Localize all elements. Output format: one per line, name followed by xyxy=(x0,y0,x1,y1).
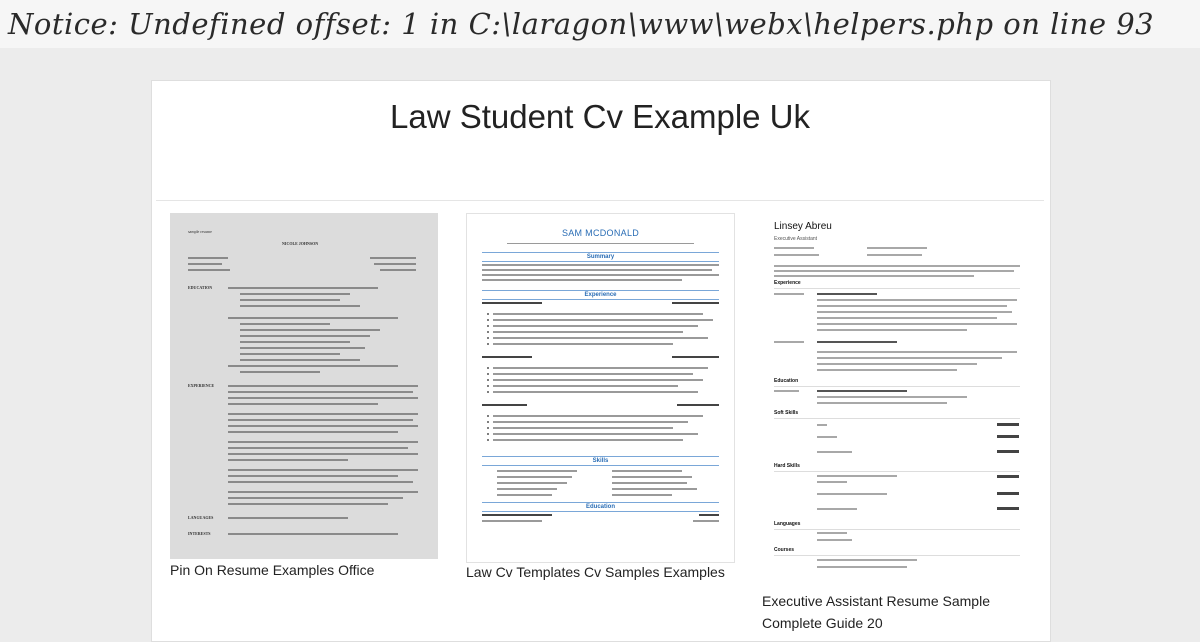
result-image-3[interactable] xyxy=(762,213,1030,583)
doc-section: Soft Skills xyxy=(774,410,799,416)
doc-section: Education xyxy=(774,378,799,384)
doc-section: Languages xyxy=(774,521,801,527)
divider xyxy=(156,200,1044,201)
doc-section: EDUCATION xyxy=(188,285,213,290)
doc-section: Education xyxy=(482,502,719,512)
doc-name: NICOLE JOHNSON xyxy=(282,241,319,246)
result-caption-3[interactable]: Executive Assistant Resume Sample Complete Guide 20 xyxy=(762,593,990,631)
doc-section: EXPERIENCE xyxy=(188,383,215,388)
result-image-2[interactable] xyxy=(466,213,735,563)
doc-section: Experience xyxy=(482,290,719,300)
doc-section: Courses xyxy=(774,547,795,553)
result-image-1[interactable]: sample resume NICOLE JOHNSON EDUCATION EXPERIENCE LANGUAGES INTERESTS xyxy=(170,213,438,559)
result-caption-1[interactable]: Pin On Resume Examples Office xyxy=(170,562,375,578)
doc-name: Linsey Abreu xyxy=(774,221,832,232)
doc-role: Executive Assistant xyxy=(774,236,818,242)
result-caption-2[interactable]: Law Cv Templates Cv Samples Examples xyxy=(466,564,725,580)
doc-section: INTERESTS xyxy=(188,531,211,536)
php-notice: Notice: Undefined offset: 1 in C:\laragon\www\webx\helpers.php on line 93 xyxy=(0,0,1200,48)
doc-section: Skills xyxy=(482,456,719,466)
page-title: Law Student Cv Example Uk xyxy=(389,98,811,135)
doc-section: LANGUAGES xyxy=(188,515,214,520)
doc-name: SAM MCDONALD xyxy=(561,228,640,238)
doc-section: Experience xyxy=(774,280,801,286)
doc-section: Summary xyxy=(482,252,719,262)
doc-section: Hard Skills xyxy=(774,463,800,469)
